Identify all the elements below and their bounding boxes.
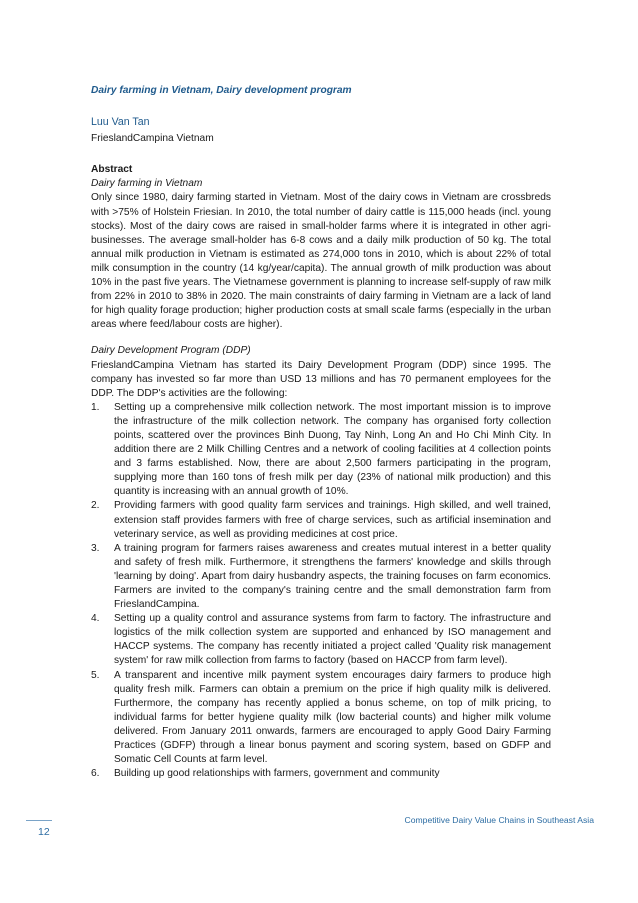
- abstract-subheading: Dairy farming in Vietnam: [91, 178, 203, 190]
- list-item-number: 3.: [91, 542, 100, 554]
- list-item: [91, 612, 551, 668]
- list-item-text: A transparent and incentive milk payment system encourages dairy farmers to produce high quality fresh milk. Farmers can obtain a premium on the price if high quality milk is delivered. Furthermore, the company has recently applied a bonus scheme, on top of milk pricing, to individual farms for better hygiene quality milk (low bacterial counts) and higher milk volume delivered. From January 2011 onwards, farmers are encouraged to apply Good Dairy Farming Practices (GDFP) through a linear bonus payment and scoring system, based on GDFP and Somatic Cell Counts at farm level.: [114, 669, 551, 766]
- abstract-text: Only since 1980, dairy farming started in Vietnam. Most of the dairy cows in Vietnam are crossbreds with >75% of Holstein Friesian. In 2010, the total number of dairy cattle is 115,000 heads (incl. young stocks). Most of the dairy cows are raised in small-holder farms where it is integrated in other agri-businesses. The average small-holder has 6-8 cows and a daily milk production of 50 kg. The total annual milk production in Vietnam is estimated as 274,000 tons in 2010, which is about 22% of total milk consumption in the country (14 kg/year/capita). The annual growth of milk production was about 10% in the past five years. The Vietnamese government is planning to increase self-supply of raw milk from 22% in 2010 to 38% in 2020. The main constraints of dairy farming in Vietnam are a lack of land for high quality forage production; higher production costs at small scale farms (especially in the urban areas where feed/labour costs are higher).: [91, 192, 551, 331]
- list-item-text: Providing farmers with good quality farm services and trainings. High skilled, and well trained, extension staff provides farmers with free of charge services, such as artificial insemination and veterinary service, as well as providing medicines at cost price.: [114, 500, 551, 540]
- list-item-number: 4.: [91, 613, 100, 625]
- page-number: 12: [38, 826, 50, 838]
- list-item-text: Setting up a quality control and assurance systems from farm to factory. The infrastructure and logistics of the milk collection system are supported and enhanced by ISO management and HACCP systems. The company has recently initiated a project called 'Quality risk management system' for raw milk collection from farms to factory (based on HACCP from farm level).: [114, 613, 551, 667]
- list-item: [91, 767, 551, 781]
- list-item-number: 6.: [91, 768, 100, 780]
- list-item: [91, 401, 551, 500]
- list-item-text: Building up good relationships with farmers, government and community: [114, 768, 440, 780]
- ddp-section: [91, 344, 551, 781]
- footer-divider: [26, 820, 52, 821]
- author-affiliation: FrieslandCampina Vietnam: [91, 133, 214, 145]
- abstract-heading: Abstract: [91, 164, 133, 176]
- ddp-activity-list: [91, 401, 551, 782]
- list-item-text: Setting up a comprehensive milk collection network. The most important mission is to improve the infrastructure of the milk collection network. The company has organised forty collection points, scattered over the provinces Binh Duong, Tay Ninh, Long An and Ho Chi Minh City. In addition there are 2 Milk Chilling Centres and a network of cooling facilities at 4 collection points and 3 farms established. Now, there are about 2,500 farmers participating in the program, supplying more than 160 tons of fresh milk per day (23% of national milk production) and this quantity is increasing with an annual growth of 10%.: [114, 401, 551, 498]
- author-name: Luu Van Tan: [91, 116, 150, 129]
- list-item: [91, 669, 551, 768]
- abstract-section: [91, 163, 551, 332]
- list-item-text: A training program for farmers raises awareness and creates mutual interest in a better quality and safety of fresh milk. Furthermore, it strengthens the farmers' knowledge and skills through 'learning by doing'. Apart from dairy husbandry aspects, the training focuses on farm economics. Farmers are invited to the company's training centre and the small demonstration farm from FrieslandCampina.: [114, 542, 551, 611]
- list-item-number: 2.: [91, 500, 100, 512]
- running-footer-title: Competitive Dairy Value Chains in Southeast Asia: [404, 815, 594, 825]
- list-item-number: 1.: [91, 401, 100, 413]
- article-body: [91, 84, 551, 781]
- list-item: [91, 499, 551, 541]
- list-item-number: 5.: [91, 669, 100, 681]
- keywords: Dairy farming in Vietnam, Dairy development program: [91, 85, 352, 96]
- list-item: [91, 542, 551, 612]
- ddp-subheading: Dairy Development Program (DDP): [91, 345, 251, 357]
- ddp-intro: FrieslandCampina Vietnam has started its Dairy Development Program (DDP) since 1995. The company has invested so far more than USD 13 millions and has 70 permanent employees for the DDP. The DDP's activities are the following:: [91, 359, 551, 399]
